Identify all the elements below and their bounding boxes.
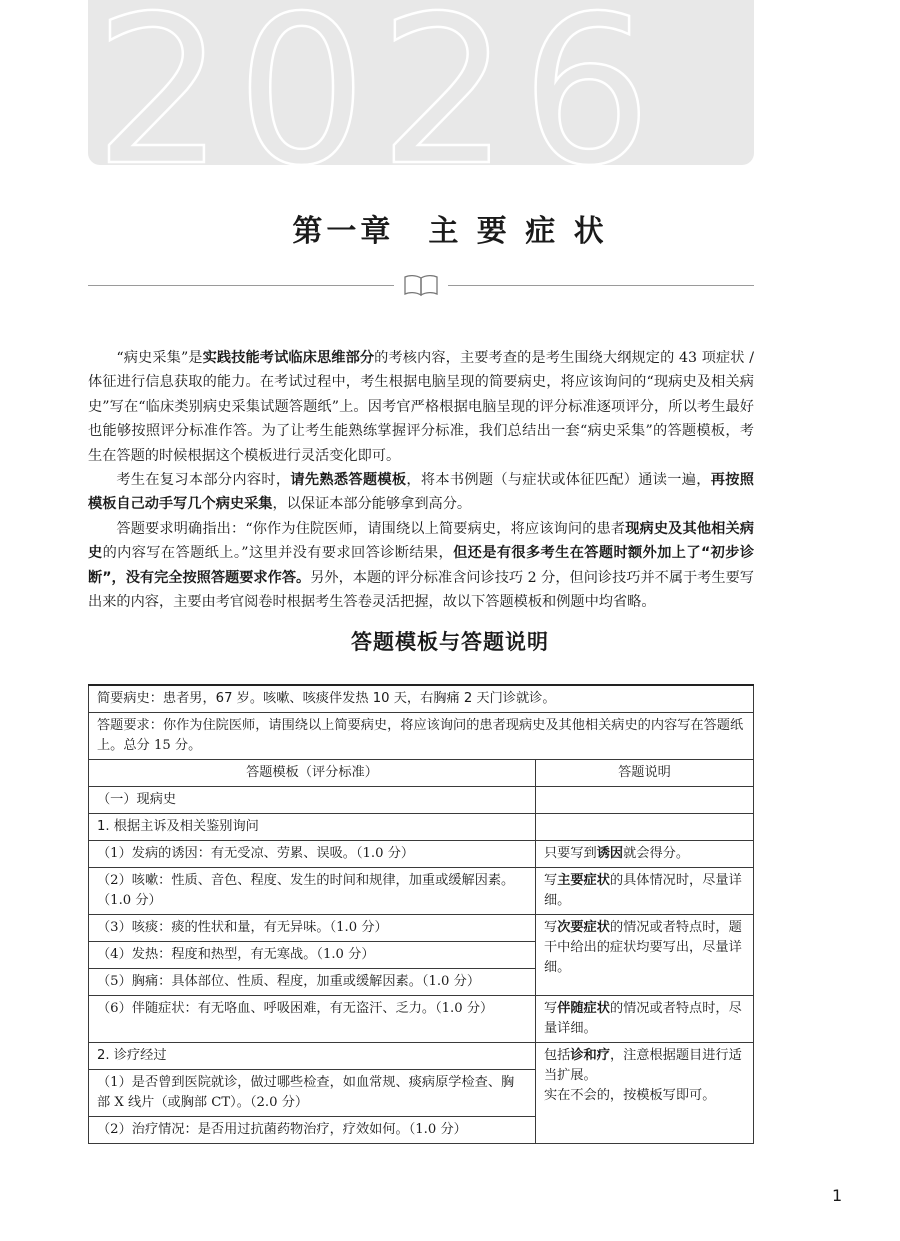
table-row: （2）治疗情况：是否用过抗菌药物治疗，疗效如何。（1.0 分） xyxy=(89,1117,536,1144)
note-cell: 写伴随症状的情况或者特点时，尽量详细。 xyxy=(536,996,754,1043)
table-row: （6）伴随症状：有无咯血、呼吸困难，有无盗汗、乏力。（1.0 分） xyxy=(89,996,536,1043)
header-notes: 答题说明 xyxy=(536,760,754,787)
note-cell: 包括诊和疗，注意根据题目进行适当扩展。 实在不会的，按模板写即可。 xyxy=(536,1043,754,1144)
table-row: （2）咳嗽：性质、音色、程度、发生的时间和规律，加重或缓解因素。（1.0 分） xyxy=(89,868,536,915)
title-divider xyxy=(88,270,754,300)
divider-line-left xyxy=(88,285,394,286)
year-watermark xyxy=(88,0,754,165)
note-cell: 写次要症状的情况或者特点时，题干中给出的症状均要写出，尽量详细。 xyxy=(536,915,754,996)
year-text: 2026 xyxy=(94,0,664,165)
table-row: （1）发病的诱因：有无受凉、劳累、误吸。（1.0 分） xyxy=(89,841,536,868)
intro-paragraph-3: 答题要求明确指出：“你作为住院医师，请围绕以上简要病史，将应该询问的患者现病史及其他相关病史的内容写在答题纸上。”这里并没有要求回答诊断结果，但还是有很多考生在答题时额外加上了“初步诊断”，没有完全按照答题要求作答。另外，本题的评分标准含问诊技巧 2 分，但问诊技巧并不属于考生要写出来的内容，主要由考官阅卷时根据考生答卷灵活把握，故以下答题模板和例题中均省略。 xyxy=(88,520,755,611)
open-book-icon xyxy=(402,273,440,297)
intro-paragraph-1: “病史采集”是实践技能考试临床思维部分的考核内容，主要考查的是考生围绕大纲规定的 43 项症状 / 体征进行信息获取的能力。在考试过程中，考生根据电脑呈现的简要病史，将应该询问的“现病史及相关病史”写在“临床类别病史采集试题答题纸”上。因考官严格根据电脑呈现的评分标准逐项评分，所以考生最好也能够按照评分标准作答。为了让考生能熟练掌握评分标准，我们总结出一套“病史采集”的答题模板，考生在答题的时候根据这个模板进行灵活变化即可。 xyxy=(88,350,754,464)
subsection-chief-complaint: 1. 根据主诉及相关鉴别询问 xyxy=(89,814,536,841)
empty-note xyxy=(536,787,754,814)
intro-paragraph-2: 考生在复习本部分内容时，请先熟悉答题模板，将本书例题（与症状或体征匹配）通读一遍，再按照模板自己动手写几个病史采集，以保证本部分能够拿到高分。 xyxy=(88,472,754,513)
section-title: 答题模板与答题说明 xyxy=(351,630,549,654)
header-template: 答题模板（评分标准） xyxy=(89,760,536,787)
empty-note xyxy=(536,814,754,841)
page-number: 1 xyxy=(832,1186,843,1205)
note-cell: 写主要症状的具体情况时，尽量详细。 xyxy=(536,868,754,915)
chapter-title: 第一章 主 要 症 状 xyxy=(292,214,608,249)
table-row: （5）胸痛：具体部位、性质、程度，加重或缓解因素。（1.0 分） xyxy=(89,969,536,996)
note-cell: 只要写到诱因就会得分。 xyxy=(536,841,754,868)
answer-template-table xyxy=(88,684,754,1144)
section-present-illness: （一）现病史 xyxy=(89,787,536,814)
subsection-diagnosis-treatment: 2. 诊疗经过 xyxy=(89,1043,536,1070)
divider-line-right xyxy=(448,285,754,286)
table-row: （3）咳痰：痰的性状和量，有无异味。（1.0 分） xyxy=(89,915,536,942)
brief-history-cell: 简要病史：患者男，67 岁。咳嗽、咳痰伴发热 10 天，右胸痛 2 天门诊就诊。 xyxy=(89,685,754,713)
answer-requirement-cell: 答题要求：你作为住院医师，请围绕以上简要病史，将应该询问的患者现病史及其他相关病史的内容写在答题纸上。总分 15 分。 xyxy=(89,713,754,760)
table-row: （1）是否曾到医院就诊，做过哪些检查，如血常规、痰病原学检查、胸部 X 线片（或胸部 CT）。（2.0 分） xyxy=(89,1070,536,1117)
table-row: （4）发热：程度和热型，有无寒战。（1.0 分） xyxy=(89,942,536,969)
year-banner xyxy=(88,0,754,165)
intro-text xyxy=(88,346,754,614)
